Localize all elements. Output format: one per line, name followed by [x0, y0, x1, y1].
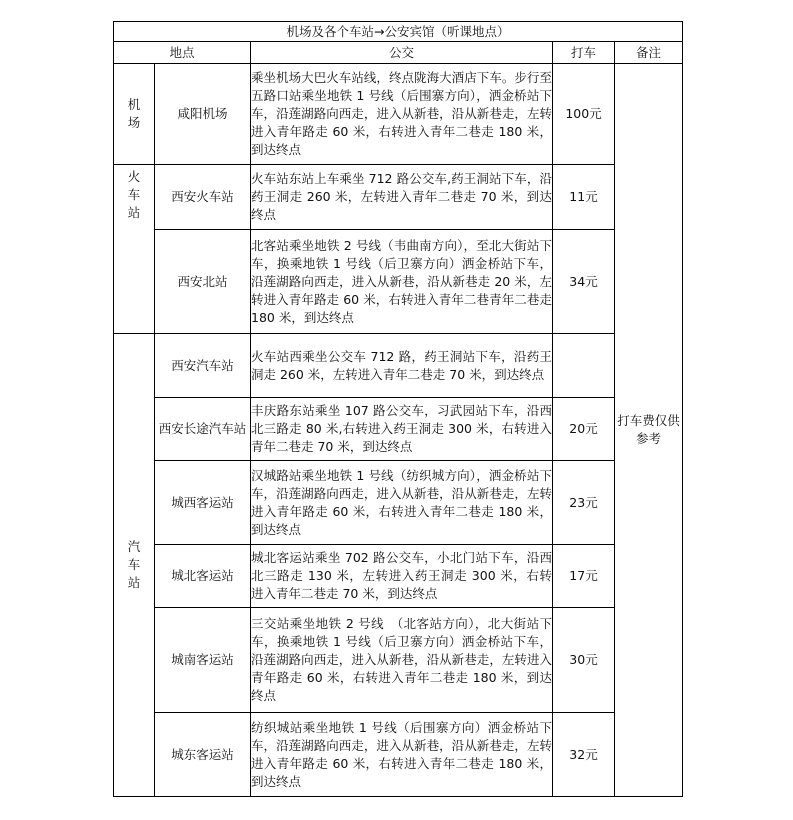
header-place: 地点 — [114, 42, 251, 64]
table-row — [114, 165, 683, 230]
table-row — [114, 545, 683, 608]
route-cell: 汉城路站乘坐地铁 1 号线（纺织城方向），洒金桥站下车，沿莲湖路向西走，进入从新巷，沿从新巷走，左转进入青年路走 60 米，右转进入青年二巷走 180 米，到达终点 — [251, 461, 553, 545]
route-cell: 火车站东站上车乘坐 712 路公交车,药王洞站下车，沿药王洞走 260 米，左转进入青年二巷走 70 米，到达终点 — [251, 165, 553, 230]
place-cell: 城南客运站 — [155, 608, 251, 713]
table-row — [114, 608, 683, 713]
place-cell: 城北客运站 — [155, 545, 251, 608]
place-cell: 西安汽车站 — [155, 334, 251, 398]
category-bus-label: 汽 车 站 — [127, 539, 141, 590]
fare-cell — [553, 334, 615, 398]
route-cell: 城北客运站乘坐 702 路公交车，小北门站下车，沿西北三路走 130 米，左转进入药王洞走 300 米，右转进入青年二巷走 70 米，到达终点 — [251, 545, 553, 608]
place-cell: 咸阳机场 — [155, 64, 251, 165]
category-train — [114, 165, 155, 334]
header-row — [114, 42, 683, 64]
fare-cell: 32元 — [553, 713, 615, 797]
route-table — [113, 21, 683, 797]
fare-cell: 100元 — [553, 64, 615, 165]
fare-cell: 17元 — [553, 545, 615, 608]
category-train-label: 火 车 站 — [127, 169, 141, 220]
fare-cell: 34元 — [553, 230, 615, 334]
remarks-note: 打车费仅供参考 — [615, 64, 683, 797]
fare-cell: 30元 — [553, 608, 615, 713]
route-cell: 北客站乘坐地铁 2 号线（韦曲南方向），至北大街站下车，换乘地铁 1 号线（后卫寨方向）洒金桥站下车，沿莲湖路向西走，进入从新巷，沿从新巷走 20 米，左转进入青年路走 60 米，右转进入青年二巷青年二巷走 180 米，到达终点 — [251, 230, 553, 334]
category-airport — [114, 64, 155, 165]
route-cell: 三交站乘坐地铁 2 号线 （北客站方向），北大街站下车，换乘地铁 1 号线（后卫寨方向）洒金桥站下车，沿莲湖路向西走，进入从新巷，沿从新巷走，左转进入青年路走 60 米，右转进入青年二巷走 180 米，到达终点 — [251, 608, 553, 713]
table-row — [114, 461, 683, 545]
header-transit: 公交 — [251, 42, 553, 64]
route-cell: 丰庆路东站乘坐 107 路公交车，习武园站下车，沿西北三路走 80 米,右转进入药王洞走 300 米，右转进入青年二巷走 70 米，到达终点 — [251, 398, 553, 461]
table-row — [114, 334, 683, 398]
table-row — [114, 64, 683, 165]
fare-cell: 11元 — [553, 165, 615, 230]
place-cell: 西安长途汽车站 — [155, 398, 251, 461]
route-cell: 火车站西乘坐公交车 712 路，药王洞站下车，沿药王洞走 260 米，左转进入青年二巷走 70 米，到达终点 — [251, 334, 553, 398]
category-bus — [114, 334, 155, 797]
table-row — [114, 713, 683, 797]
route-cell: 纺织城站乘坐地铁 1 号线（后围寨方向）洒金桥站下车，沿莲湖路向西走，进入从新巷，沿从新巷走，左转进入青年路走 60 米，右转进入青年二巷走 180 米，到达终点 — [251, 713, 553, 797]
table-row — [114, 230, 683, 334]
route-cell: 乘坐机场大巴火车站线，终点陇海大酒店下车。步行至五路口站乘坐地铁 1 号线（后围寨方向），洒金桥站下车，沿莲湖路向西走，进入从新巷，沿从新巷走，左转进入青年路走 60 米，右转进入青年二巷走 180 米，到达终点 — [251, 64, 553, 165]
title-row — [114, 22, 683, 42]
fare-cell: 23元 — [553, 461, 615, 545]
header-taxi: 打车 — [553, 42, 615, 64]
table-title: 机场及各个车站→公安宾馆（听课地点） — [114, 22, 683, 42]
header-remarks: 备注 — [615, 42, 683, 64]
table-row — [114, 398, 683, 461]
place-cell: 城西客运站 — [155, 461, 251, 545]
place-cell: 西安火车站 — [155, 165, 251, 230]
place-cell: 城东客运站 — [155, 713, 251, 797]
fare-cell: 20元 — [553, 398, 615, 461]
place-cell: 西安北站 — [155, 230, 251, 334]
category-airport-label: 机 场 — [127, 97, 141, 130]
